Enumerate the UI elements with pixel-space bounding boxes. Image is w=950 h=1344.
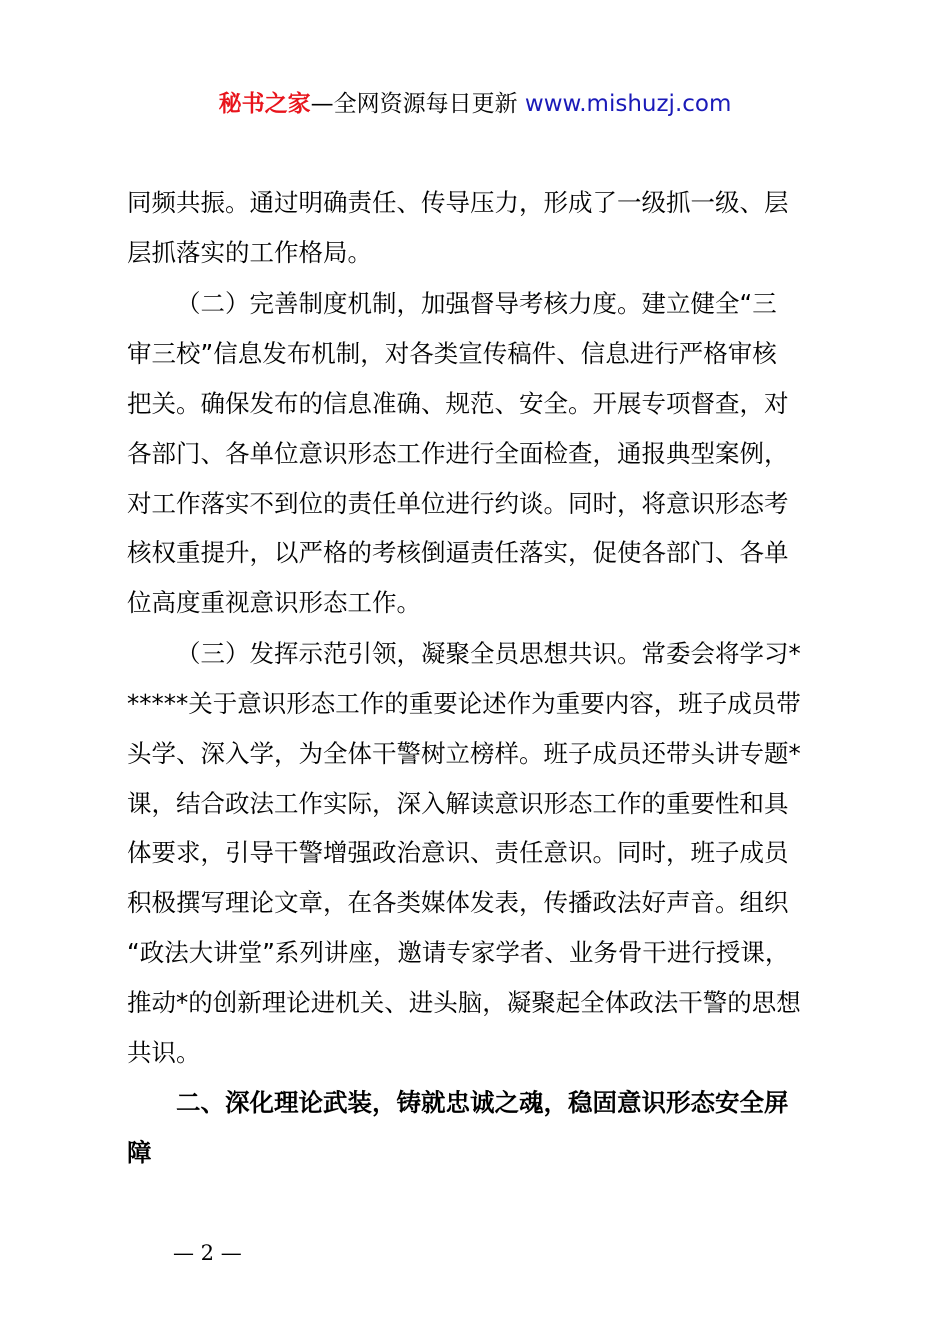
body-line: 层抓落实的工作格局。: [127, 238, 372, 267]
body-line: 审三校”信息发布机制，对各类宣传稿件、信息进行严格审核: [127, 339, 777, 368]
chapter-heading-line: 二、深化理论武装，铸就忠诚之魂，稳固意识形态安全屏: [176, 1088, 789, 1117]
page-number: — 2 —: [173, 1241, 242, 1265]
body-line: 对工作落实不到位的责任单位进行约谈。同时，将意识形态考: [127, 489, 789, 518]
body-line: 共识。: [127, 1038, 201, 1067]
section-heading-line: （二）完善制度机制，加强督导考核力度。建立健全“三: [176, 289, 777, 318]
page-header: [0, 86, 950, 122]
body-line: 核权重提升，以严格的考核倒逼责任落实，促使各部门、各单: [127, 538, 789, 567]
body-line: 积极撰写理论文章，在各类媒体发表，传播政法好声音。组织: [127, 888, 789, 917]
body-line: 推动*的创新理论进机关、进头脑，凝聚起全体政法干警的思想: [127, 988, 801, 1017]
header-brand: 秘书之家: [218, 91, 311, 117]
header-url[interactable]: www.mishuzj.com: [524, 91, 732, 117]
body-line: *****关于意识形态工作的重要论述作为重要内容，班子成员带: [127, 689, 801, 718]
section-heading-line: （三）发挥示范引领，凝聚全员思想共识。常委会将学习*: [176, 639, 801, 668]
body-line: “政法大讲堂”系列讲座，邀请专家学者、业务骨干进行授课，: [127, 938, 790, 967]
body-line: 把关。确保发布的信息准确、规范、安全。开展专项督查，对: [127, 389, 789, 418]
body-line: 课，结合政法工作实际，深入解读意识形态工作的重要性和具: [127, 789, 789, 818]
body-line: 头学、深入学，为全体干警树立榜样。班子成员还带头讲专题*: [127, 739, 801, 768]
body-line: 位高度重视意识形态工作。: [127, 588, 421, 617]
body-line: 各部门、各单位意识形态工作进行全面检查，通报典型案例，: [127, 439, 789, 468]
body-line: 同频共振。通过明确责任、传导压力，形成了一级抓一级、层: [127, 188, 789, 217]
body-line: 体要求，引导干警增强政治意识、责任意识。同时，班子成员: [127, 838, 789, 867]
chapter-heading-line: 障: [127, 1138, 152, 1167]
header-tagline: —全网资源每日更新: [310, 91, 518, 117]
